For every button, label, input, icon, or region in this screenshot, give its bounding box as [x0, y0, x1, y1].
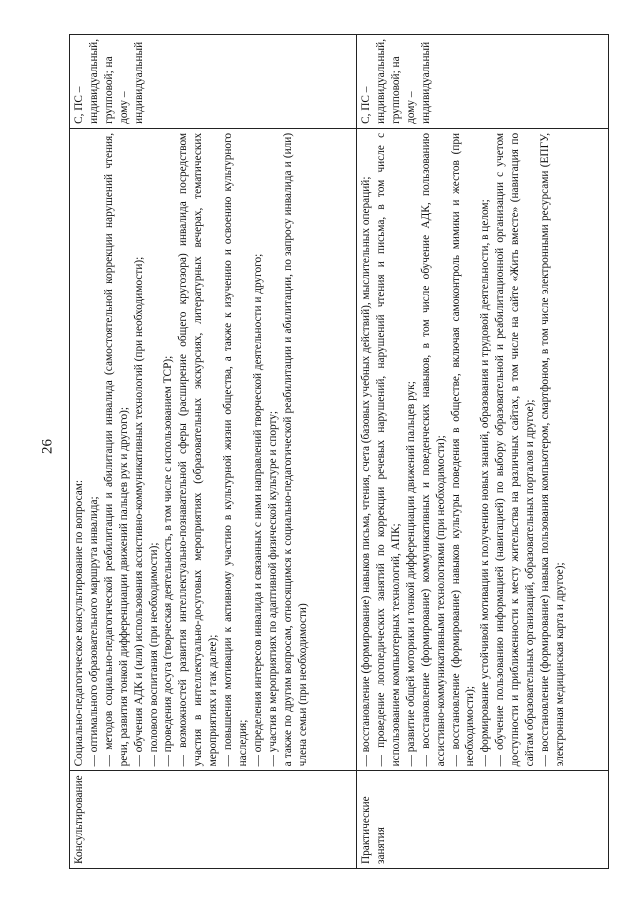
content-line: — развитие общей моторики и тонкой дифференциации движений пальцев рук;: [404, 381, 417, 767]
content-line: — полового воспитания (при необходимости);: [147, 542, 160, 767]
content-line: а также по другим вопросам, относящимся к социально-педагогической реабилитации и абилитации, по запросу инвалида и (или) члена семьи (при необходимости): [281, 132, 309, 767]
content-line: — возможностей развития интеллектуально-познавательной сферы (расширение общего кругозора) инвалида посредством участия в интеллектуально-досуговых мероприятиях (образовательных экскурсиях, литературных вечерах, тематических мероприятиях и так далее);: [177, 132, 220, 767]
table-row-consulting: [70, 35, 357, 869]
rotated-table-wrapper: [69, 34, 640, 864]
content-line: — методов социально-педагогической реабилитации и абилитации инвалида (самостоятельной коррекции нарушений чтения, речи, развития тонкой дифференциации движений пальцев рук и другого);: [102, 132, 130, 767]
content-line: — обучения АДК и (или) использования ассистивно-коммуникативных технологий (при необходимости);: [132, 256, 145, 767]
content-line: — проведение логопедических занятий по коррекции речевых нарушений, нарушений чтения и письма, в том числе с использованием компьютерных технологий, АПК;: [374, 132, 402, 767]
table-row-practice: [357, 35, 609, 869]
cell-form: С, ПС – индивидуальный, групповой; на дому – индивидуальный: [70, 35, 357, 129]
rotated-table: [69, 34, 609, 869]
cell-form: С, ПС – индивидуальный, групповой; на дому – индивидуальный: [357, 35, 609, 129]
content-line: — участия в мероприятиях по адаптивной физической культуре и спорту;: [266, 411, 279, 767]
content-line: — повышения мотивации к активному участию в культурной жизни общества, а также к изучению и освоению культурного наследия;: [222, 132, 249, 767]
content-line: — проведения досуга (творческая деятельность, в том числе с использованием ТСР);: [162, 355, 175, 767]
cell-type: Консультирование: [70, 771, 357, 869]
page-number: 26: [39, 439, 56, 454]
cell-type: Практические занятия: [357, 771, 609, 869]
cell-content: [70, 128, 357, 770]
services-table: [69, 34, 609, 869]
content-line: — восстановление (формирование) навыков культуры поведения в обществе, включая самоконтроль мимики и жестов (при необходимости);: [449, 132, 477, 767]
content-line: — восстановление (формирование) коммуникативных и поведенческих навыков, в том числе обучение АДК, пользованию ассистивно-коммуникативными технологиями (при необходимости);: [419, 132, 447, 767]
cell-content: [357, 128, 609, 770]
content-line: — формирование устойчивой мотивации к получению новых знаний, образования и трудовой деятельности, в целом;: [479, 199, 492, 767]
content-line: — обучение пользованию информацией (навигацией) по выбору образовательной и реабилитационной организации с учетом доступности и приближенности к месту жительства на различных сайтах, в том числе на сайте «Жить вместе» (навигация по сайтам образовательных организаций, образовательных порталов и другое);: [494, 132, 537, 767]
content-line: — восстановление (формирование) навыков письма, чтения, счета (базовых учебных действий), мыслительных операций;: [360, 176, 373, 767]
content-line: Социально-педагогическое консультирование по вопросам:: [73, 479, 85, 767]
content-line: — восстановление (формирование) навыка пользования компьютером, смартфоном, в том числе электронными ресурсами (ЕПГУ, электронная медицинская карта и другое);: [538, 132, 566, 767]
content-line: — оптимального образовательного маршрута инвалида;: [87, 496, 100, 767]
content-line: — определения интересов инвалида и связанных с ними направлений творческой деятельности и другого;: [251, 253, 264, 767]
